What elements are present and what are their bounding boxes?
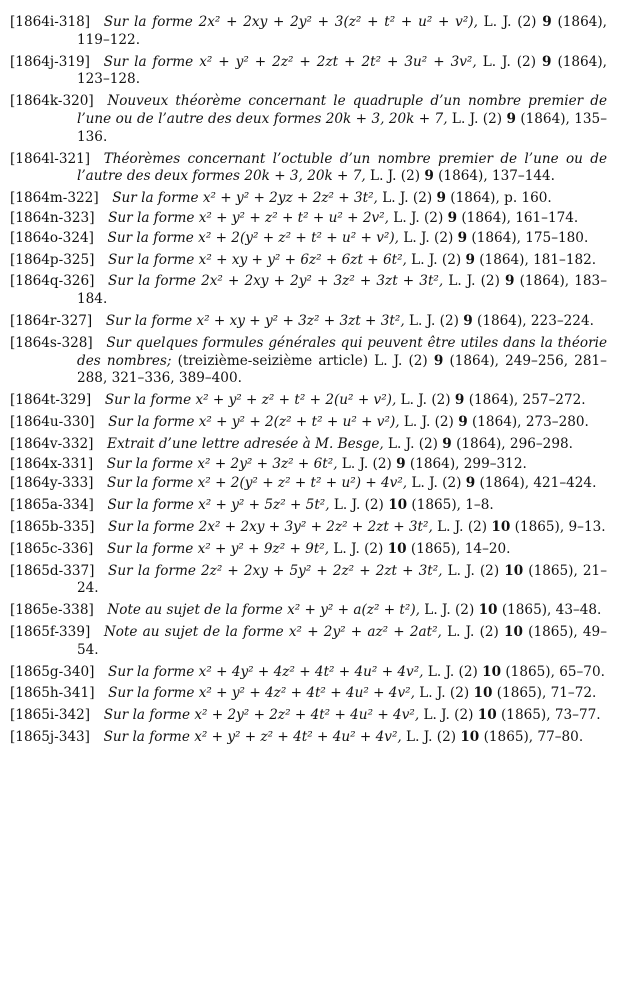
entry-pages: (1865), 1–8. bbox=[407, 497, 494, 514]
entry-volume: 9 bbox=[424, 168, 434, 185]
entry-key: [1865f-339] bbox=[10, 623, 91, 640]
entry-key: [1865e-338] bbox=[10, 602, 94, 619]
entry-journal: L. J. (2) bbox=[396, 392, 455, 409]
entry-gap bbox=[94, 602, 108, 618]
entry-gap bbox=[90, 624, 104, 640]
entry-pages: (1864), 223–224. bbox=[472, 312, 594, 329]
entry-key: [1865a-334] bbox=[10, 497, 94, 514]
entry-volume: 9 bbox=[396, 455, 406, 472]
entry-gap bbox=[95, 210, 109, 226]
entry-gap bbox=[90, 14, 104, 30]
entry-gap bbox=[90, 54, 104, 70]
entry-title: Sur la forme x² + y² + 2z² + 2zt + 2t² + 3u² + 3v², bbox=[103, 53, 477, 70]
entry-key: [1865b-335] bbox=[10, 518, 95, 535]
entry-key: [1864m-322] bbox=[10, 190, 99, 207]
entry-key: [1864j-319] bbox=[10, 53, 90, 70]
entry-journal: L. J. (2) bbox=[406, 251, 466, 268]
entry-title: Nouveux théorème concernant le quadruple d’un nombre premier de l’une ou de l’autre des deux formes 20k + 3, 20k + 7, bbox=[77, 93, 607, 127]
entry-gap bbox=[90, 707, 104, 723]
entry-key: [1865d-337] bbox=[10, 562, 95, 579]
entry-key: [1864p-325] bbox=[10, 251, 95, 268]
entry-volume: 10 bbox=[504, 562, 524, 579]
bibliography-entry bbox=[10, 93, 607, 146]
entry-title: Sur la forme x² + y² + z² + 4t² + 4u² + 4v², bbox=[103, 728, 402, 745]
entry-key: [1865i-342] bbox=[10, 707, 91, 724]
entry-journal: L. J. (2) bbox=[477, 14, 543, 30]
entry-volume: 10 bbox=[482, 663, 502, 680]
entry-volume: 9 bbox=[454, 392, 465, 409]
bibliography-entry bbox=[10, 313, 607, 331]
entry-journal: L. J. (2) bbox=[401, 728, 461, 745]
bibliography-entry bbox=[10, 624, 607, 660]
entry-gap bbox=[93, 436, 107, 452]
entry-key: [1865g-340] bbox=[10, 663, 95, 680]
entry-volume: 9 bbox=[442, 435, 452, 452]
entry-gap bbox=[93, 456, 107, 472]
entry-title: Sur la forme x² + xy + y² + 3z² + 3zt + 3t², bbox=[105, 312, 405, 329]
bibliography-entry bbox=[10, 541, 607, 559]
bibliography-entry bbox=[10, 190, 607, 208]
bibliography-entry bbox=[10, 475, 607, 493]
entry-gap bbox=[94, 273, 108, 289]
entry-title: Sur la forme 2x² + 2xy + 2y² + 3z² + 3zt + 3t², bbox=[108, 273, 444, 290]
bibliography-entry bbox=[10, 456, 607, 474]
entry-key: [1864t-329] bbox=[10, 392, 92, 409]
bibliography-entry bbox=[10, 392, 607, 410]
entry-journal: L. J. (2) bbox=[399, 229, 458, 246]
entry-journal: L. J. (2) bbox=[414, 685, 474, 702]
bibliography-entry bbox=[10, 151, 607, 187]
entry-gap bbox=[94, 563, 108, 579]
entry-title: Sur la forme x² + 2(y² + z² + t² + u² + v²), bbox=[107, 229, 400, 246]
bibliography-entry bbox=[10, 602, 607, 620]
entry-pages: (1864), 135–136. bbox=[77, 110, 607, 145]
entry-volume: 10 bbox=[477, 707, 497, 724]
entry-volume: 10 bbox=[387, 540, 407, 557]
bibliography-entry bbox=[10, 664, 607, 682]
entry-key: [1864r-327] bbox=[10, 312, 93, 329]
entry-pages: (1865), 43–48. bbox=[497, 602, 602, 619]
entry-journal: L. J. (2) bbox=[337, 455, 397, 472]
entry-key: [1864x-331] bbox=[10, 455, 94, 472]
entry-pages: (1864), 183–184. bbox=[77, 273, 607, 308]
entry-journal: L. J. (2) bbox=[443, 273, 506, 290]
entry-title: Sur la forme x² + 2y² + 2z² + 4t² + 4u² + 4v², bbox=[103, 707, 420, 724]
entry-title: Sur la forme x² + 2(y² + z² + t² + u²) + 4v², bbox=[107, 475, 408, 492]
entry-gap bbox=[94, 252, 108, 268]
entry-volume: 9 bbox=[465, 475, 476, 492]
entry-pages: (1864), 161–174. bbox=[457, 209, 579, 226]
entry-gap bbox=[99, 190, 113, 206]
bibliography-list bbox=[10, 14, 607, 747]
entry-gap bbox=[94, 497, 108, 513]
entry-title: Sur la forme x² + y² + 4z² + 4t² + 4u² + 4v², bbox=[108, 685, 415, 702]
entry-journal: L. J. (2) bbox=[365, 168, 425, 185]
entry-key: [1865c-336] bbox=[10, 540, 94, 557]
entry-volume: 9 bbox=[436, 190, 446, 207]
entry-pages: (1864), 257–272. bbox=[464, 392, 586, 409]
entry-title: Sur la forme x² + xy + y² + 6z² + 6zt + 6t², bbox=[108, 251, 407, 268]
entry-volume: 9 bbox=[465, 251, 475, 268]
bibliography-entry bbox=[10, 335, 607, 388]
entry-volume: 9 bbox=[447, 209, 458, 226]
entry-gap bbox=[94, 519, 108, 535]
bibliography-entry bbox=[10, 436, 607, 454]
entry-title: Note au sujet de la forme x² + y² + a(z² + t²), bbox=[107, 602, 420, 619]
entry-gap bbox=[94, 93, 108, 109]
entry-journal: L. J. (2) bbox=[329, 540, 388, 557]
bibliography-entry bbox=[10, 14, 607, 50]
bibliography-entry bbox=[10, 273, 607, 309]
bibliography-entry bbox=[10, 54, 607, 90]
entry-journal: L. J. (2) bbox=[476, 53, 542, 70]
entry-journal: L. J. (2) bbox=[419, 707, 478, 724]
entry-volume: 9 bbox=[457, 229, 468, 246]
entry-gap bbox=[90, 729, 104, 745]
entry-key: [1864l-321] bbox=[10, 150, 91, 167]
entry-journal: L. J. (2) bbox=[388, 209, 448, 226]
entry-volume: 9 bbox=[542, 14, 552, 30]
entry-gap bbox=[94, 230, 108, 246]
entry-volume: 10 bbox=[491, 518, 511, 535]
entry-pages: (1865), 14–20. bbox=[406, 540, 511, 557]
entry-gap bbox=[91, 392, 105, 408]
entry-journal: (treizième-seizième article) L. J. (2) bbox=[171, 352, 434, 369]
entry-gap bbox=[92, 313, 106, 329]
entry-title: Sur la forme x² + 2y² + 3z² + 6t², bbox=[106, 455, 338, 472]
bibliography-entry bbox=[10, 230, 607, 248]
entry-gap bbox=[93, 541, 107, 557]
entry-pages: (1865), 9–13. bbox=[510, 518, 606, 535]
bibliography-entry bbox=[10, 497, 607, 515]
entry-pages: (1864), 273–280. bbox=[467, 413, 589, 430]
entry-title: Sur la forme 2x² + 2xy + 2y² + 3(z² + t² + u² + v²), bbox=[103, 14, 478, 30]
bibliography-entry bbox=[10, 563, 607, 599]
entry-volume: 9 bbox=[463, 312, 473, 329]
entry-key: [1864y-333] bbox=[10, 475, 94, 492]
entry-title: Sur la forme x² + 4y² + 4z² + 4t² + 4u² + 4v², bbox=[108, 663, 424, 680]
entry-pages: (1865), 21–24. bbox=[77, 562, 608, 597]
entry-pages: (1865), 73–77. bbox=[496, 707, 601, 724]
entry-title: Sur la forme 2z² + 2xy + 5y² + 2z² + 2zt + 3t², bbox=[108, 562, 443, 579]
entry-pages: (1865), 71–72. bbox=[492, 685, 597, 702]
entry-journal: L. J. (2) bbox=[329, 497, 389, 514]
entry-journal: L. J. (2) bbox=[404, 312, 464, 329]
entry-journal: L. J. (2) bbox=[399, 413, 459, 430]
entry-title: Sur la forme 2x² + 2xy + 3y² + 2z² + 2zt + 3t², bbox=[108, 518, 433, 535]
entry-key: [1864k-320] bbox=[10, 93, 94, 110]
entry-journal: L. J. (2) bbox=[442, 562, 505, 579]
entry-gap bbox=[90, 151, 104, 167]
entry-title: Note au sujet de la forme x² + 2y² + az² + 2at², bbox=[103, 623, 442, 640]
entry-key: [1864u-330] bbox=[10, 413, 95, 430]
entry-gap bbox=[93, 335, 107, 351]
entry-volume: 9 bbox=[542, 53, 552, 70]
bibliography-entry bbox=[10, 414, 607, 432]
entry-journal: L. J. (2) bbox=[419, 602, 479, 619]
entry-title: Théorèmes concernant l’octuble d’un nombre premier de l’une ou de l’autre des deux formes 20k + 3, 20k + 7, bbox=[77, 150, 607, 185]
entry-journal: L. J. (2) bbox=[383, 435, 443, 452]
entry-volume: 9 bbox=[506, 110, 516, 127]
entry-pages: (1864), 175–180. bbox=[467, 229, 589, 246]
entry-pages: (1864), p. 160. bbox=[445, 190, 552, 207]
entry-key: [1864s-328] bbox=[10, 334, 93, 351]
entry-pages: (1865), 49–54. bbox=[77, 623, 607, 658]
entry-title: Sur quelques formules générales qui peuvent être utiles dans la théorie des nombres; bbox=[77, 334, 607, 369]
entry-pages: (1864), 421–424. bbox=[475, 475, 597, 492]
entry-pages: (1865), 65–70. bbox=[501, 663, 605, 680]
entry-journal: L. J. (2) bbox=[441, 623, 505, 640]
entry-pages: (1865), 77–80. bbox=[479, 728, 584, 745]
bibliography-entry bbox=[10, 210, 607, 228]
entry-pages: (1864), 119–122. bbox=[77, 14, 607, 48]
entry-journal: L. J. (2) bbox=[432, 518, 492, 535]
bibliography-entry bbox=[10, 707, 607, 725]
entry-journal: L. J. (2) bbox=[407, 475, 466, 492]
entry-key: [1864v-332] bbox=[10, 435, 94, 452]
entry-key: [1864n-323] bbox=[10, 209, 95, 226]
entry-pages: (1864), 249–256, 281–288, 321–336, 389–400. bbox=[77, 352, 607, 387]
entry-pages: (1864), 299–312. bbox=[405, 455, 527, 472]
entry-volume: 9 bbox=[458, 413, 468, 430]
entry-title: Sur la forme x² + y² + 9z² + 9t², bbox=[106, 540, 330, 557]
entry-title: Sur la forme x² + y² + 2(z² + t² + u² + v²), bbox=[108, 413, 400, 430]
entry-gap bbox=[95, 414, 109, 430]
entry-journal: L. J. (2) bbox=[377, 190, 437, 207]
entry-gap bbox=[94, 664, 108, 680]
entry-volume: 10 bbox=[504, 623, 523, 640]
entry-title: Sur la forme x² + y² + 5z² + 5t², bbox=[107, 497, 330, 514]
entry-volume: 10 bbox=[460, 728, 480, 745]
entry-title: Sur la forme x² + y² + z² + t² + u² + 2v², bbox=[108, 209, 389, 226]
entry-volume: 10 bbox=[388, 497, 408, 514]
bibliography-entry bbox=[10, 252, 607, 270]
entry-key: [1864i-318] bbox=[10, 14, 91, 30]
bibliography-entry bbox=[10, 519, 607, 537]
entry-journal: L. J. (2) bbox=[447, 110, 507, 127]
entry-gap bbox=[95, 685, 109, 701]
entry-key: [1865h-341] bbox=[10, 685, 95, 702]
entry-title: Sur la forme x² + y² + z² + t² + 2(u² + v²), bbox=[104, 392, 397, 409]
entry-pages: (1864), 123–128. bbox=[77, 53, 607, 88]
entry-journal: L. J. (2) bbox=[423, 663, 483, 680]
entry-volume: 10 bbox=[478, 602, 498, 619]
entry-pages: (1864), 137–144. bbox=[433, 168, 555, 185]
entry-volume: 9 bbox=[505, 273, 515, 290]
entry-key: [1864o-324] bbox=[10, 229, 94, 246]
entry-volume: 10 bbox=[473, 685, 493, 702]
bibliography-entry bbox=[10, 685, 607, 703]
entry-pages: (1864), 181–182. bbox=[474, 251, 597, 268]
entry-gap bbox=[93, 475, 107, 491]
entry-title: Extrait d’une lettre adresée à M. Besge, bbox=[107, 435, 384, 452]
entry-pages: (1864), 296–298. bbox=[451, 435, 573, 452]
entry-key: [1864q-326] bbox=[10, 273, 95, 290]
entry-volume: 9 bbox=[433, 352, 444, 369]
entry-title: Sur la forme x² + y² + 2yz + 2z² + 3t², bbox=[112, 190, 378, 207]
bibliography-entry bbox=[10, 729, 607, 747]
entry-key: [1865j-343] bbox=[10, 728, 90, 745]
